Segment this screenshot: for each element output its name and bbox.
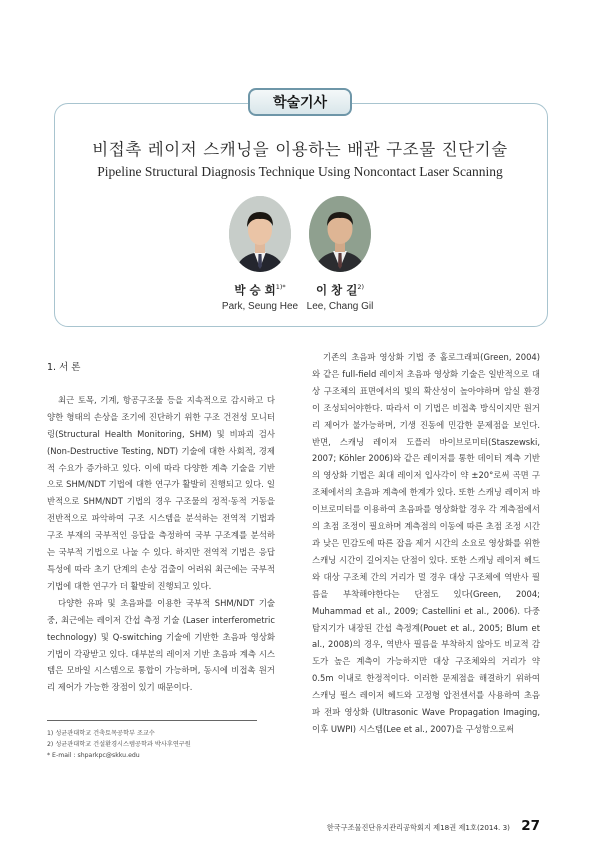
footnote-email: * E-mail : shparkpc@skku.edu: [47, 752, 140, 760]
footnote-divider: [47, 720, 257, 721]
title-korean: 비접촉 레이저 스캐닝을 이용하는 배관 구조물 진단기술: [92, 140, 508, 159]
author-name-ko-park: 박 승 희$^{1)*}$: [234, 283, 286, 297]
footnotes: [47, 728, 277, 762]
footnote: 1) 성균관대학교 건축토목공학부 조교수: [47, 730, 155, 737]
left-column: [47, 346, 275, 696]
author-name-ko-lee: 이 창 길$^{2)}$: [315, 283, 364, 297]
page-footer: [300, 818, 540, 838]
author-photo-lee: [309, 196, 371, 272]
journal-name: 한국구조물진단유지관리공학회지 제18권 제1호(2014. 3): [326, 823, 510, 832]
body-paragraph: 기존의 초음파 영상화 기법 중 홀로그래피(Green, 2004)와 같은 full-field 레이저 초음파 영상화 기술은 일반적으로 대상 구조체의 표면에서의 빛의 확산성이 높아야하며 암실 환경이 조성되어야한다. 따라서 이 기법은 비접촉 방식이지만 원거리 제어가 불가능하며, 기생 진동에 민감한 문제점을 보인다. 반면, 스캐닝 레이저 도플러 바이브로미터(Staszewski, 2007; Köhler 2006)와 같은 레이저를 통한 데이터 계측 기반의 영상화 기법은 최대 레이저 입사각이 약 ±20°로써 곡면 구조체에서의 초음파 계측에 한계가 있다. 또한 스캐닝 레이저 바이브로미터를 이용하여 초음파를 영상화할 경우 각 계측점에서의 초점 조정이 필요하며 계측점의 이동에 따른 초점 조정 시간과 낮은 민감도에 따른 잡음 제거 시간의 소요로 영상화를 위한 스캐닝 시간이 길어지는 단점이 있다. 또한 스캐닝 레이저 헤드와 대상 구조체 간의 거리가 멀 경우 대상 구조체에 역반사 필름을 부착해야한다는 단점도 있다(Green, 2004; Muhammad et al., 2009; Castellini et al., 2006). 다중 탐지기가 내장된 간섭 측정계(Pouet et al., 2005; Blum et al., 2008)의 경우, 역반사 필름을 부착하지 않아도 비교적 감도가 높은 계측이 가능하지만 대상 구조체와의 거리가 약 0.5m 이내로 한정적이다. 이러한 문제점을 해결하기 위하여 스캐닝 펄스 레이저 헤드와 고정형 압전센서를 사용하여 초음파 전파 영상화 (Ultrasonic Wave Propagation Imaging, 이후 UWPI) 시스템(Lee et al., 2007)을 구성함으로써: [312, 352, 540, 734]
right-column: [312, 349, 540, 738]
author-name-en-lee: Lee, Chang Gil: [306, 301, 374, 312]
footnote: 2) 성균관대학교 건설환경시스템공학과 박사후연구원: [47, 741, 191, 749]
title-english: Pipeline Structural Diagnosis Technique Using Noncontact Laser Scanning: [97, 164, 503, 179]
author-photo-park: [229, 196, 291, 272]
body-paragraph: 최근 토목, 기계, 항공구조물 등을 지속적으로 감시하고 다양한 형태의 손상을 조기에 진단하기 위한 구조 건전성 모니터링(Structural Health Monitoring, SHM) 및 비파괴 검사(Non-Destructive Testing, NDT) 기술에 대한 사회적, 경제적 수요가 증가하고 있다. 이에 따라 다양한 계측 기술을 기반으로 SHM/NDT 기법에 대한 연구가 활발히 진행되고 있다. 일반적으로 SHM/NDT 기법의 경우 구조물의 정적·동적 거동을 전반적으로 파악하여 구조 시스템을 분석하는 전역적 기법과 구조 부재의 국부적인 응답을 측정하여 국부 구조계를 분석하는 국부적 기법으로 나눌 수 있다. 하지만 전역적 기법은 응답 특성에 따라 초기 단계의 손상 검출이 어려워 최근에는 국부적 기법에 대한 연구가 더 활발히 진행되고 있다.: [47, 394, 275, 591]
author-name-en-park: Park, Seung Hee: [221, 301, 299, 312]
body-paragraph: 다양한 유파 및 초음파를 이용한 국부적 SHM/NDT 기술 중, 최근에는 레이저 간섭 측정 기술 (Laser interferometric technology) 및 Q-switching 기술에 기반한 초음파 영상화 기법이 각광받고 있다. 대부분의 레이저 기반 초음파 계측 시스템은 모바일 시스템으로 통합이 가능하며, 동시에 비접촉 원거리 제어가 가능한 장점이 있기 때문이다.: [47, 597, 275, 693]
section-heading: 1. 서 론: [47, 362, 81, 373]
page-number: 27: [521, 818, 540, 834]
section-tag: 학술기사: [248, 88, 352, 116]
